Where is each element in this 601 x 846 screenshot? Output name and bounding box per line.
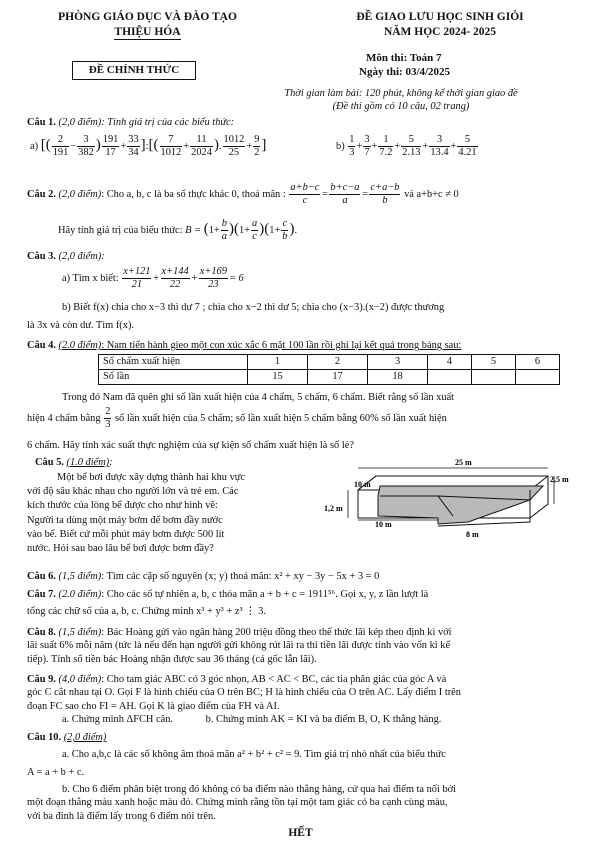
- q10-a1: a. Cho a,b,c là các số không âm thoả mãn a² + b² + c² = 9. Tìm giá trị nhỏ nhất của biểu thức: [62, 749, 446, 761]
- question-7: [27, 588, 575, 619]
- q5-line: với độ sâu khác nhau cho người lớn và trẻ em. Các: [27, 486, 239, 497]
- pages-note: (Đề thi gồm có 10 câu, 02 trang): [332, 101, 470, 112]
- q2-ask: Hãy tính giá trị của biểu thức: B = (1+ $\frac{b}{a}$ )(1+ $\frac{a}{c}$ )(1+ $\frac{c}{b}$ ).: [58, 218, 298, 242]
- exam-title-line2: NĂM HỌC 2024- 2025: [383, 25, 497, 38]
- q10-points: (2,0 điểm): [63, 732, 107, 743]
- table-row: [99, 370, 560, 385]
- table-cell: 4: [428, 355, 472, 370]
- department-line1: PHÒNG GIÁO DỤC VÀ ĐÀO TẠO: [58, 11, 237, 23]
- q3-title: Câu 3.: [27, 251, 56, 262]
- dim-length: 25 m: [455, 458, 472, 467]
- question-2: Câu 2. (2,0 điểm): Cho a, b, c là ba số thực khác 0, thoả mãn : $\frac{a+b-c}{c}$ = $\frac{b+c-a}{a}$ = $\frac{c+a-b}{b}$ và a+b+c ≠ 0: [27, 182, 459, 206]
- q9-text1: : Cho tam giác ABC có 3 góc nhọn, AB < AC < BC, các tia phân giác của góc A và: [101, 674, 447, 685]
- q1-b-label: b): [336, 140, 345, 152]
- q4-text-line3: 6 chấm. Hãy tính xác suất thực nghiệm của sự kiện số chấm xuất hiện là số lẻ?: [27, 440, 354, 451]
- q1-prompt: : Tính giá trị của các biểu thức:: [101, 117, 235, 128]
- q6-title: Câu 6.: [27, 571, 56, 582]
- table-cell: 15: [248, 370, 308, 385]
- row-label: Số chấm xuất hiện: [99, 355, 248, 370]
- q10-b2: một đoạn thẳng màu xanh hoặc màu đỏ. Chứng minh rằng tồn tại một tam giác có ba cạnh cùng màu,: [27, 797, 448, 809]
- dim-shallow: 1,2 m: [324, 504, 343, 513]
- question-5: Câu 5. (1.0 điểm):: [35, 457, 113, 468]
- q2-prompt: : Cho a, b, c là ba số thực khác 0, thoả mãn :: [101, 188, 286, 200]
- q8-points: (1,5 điểm): [58, 627, 102, 638]
- table-cell: [428, 370, 472, 385]
- q3-part-b-line2: là 3x và còn dư. Tìm f(x).: [27, 320, 135, 331]
- row-label: Số lần: [99, 370, 248, 385]
- table-cell: 1: [248, 355, 308, 370]
- dim-slope: 8 m: [466, 530, 479, 539]
- q3-points: (2,0 điểm): [58, 251, 102, 262]
- table-cell: [515, 370, 559, 385]
- q9-title: Câu 9.: [27, 674, 56, 685]
- table-cell: 5: [472, 355, 516, 370]
- q7-text2: tổng các chữ số của a, b, c. Chứng minh x³ + y³ + z³ ⋮ 3.: [27, 606, 266, 618]
- q5-line: nước. Hỏi sau bao lâu bể bơi được bơm đầy?: [27, 543, 214, 555]
- official-stamp: ĐỀ CHÍNH THỨC: [72, 61, 196, 80]
- table-cell: [472, 370, 516, 385]
- q10-b1: b. Cho 6 điểm phân biệt trong đó không có ba điểm nào thẳng hàng, cứ qua hai điểm ta nối bởi: [62, 783, 457, 795]
- q1-title: Câu 1.: [27, 117, 56, 128]
- q3-a-text: a) Tìm x biết:: [62, 272, 119, 284]
- q7-points: (2.0 điểm): [58, 589, 102, 600]
- q1-expression-b: b) $\frac{1}{3}$ + $\frac{3}{7}$ + $\frac{1}{7.2}$ + $\frac{5}{2.13}$ + $\frac{3}{13.4}$ + $\frac{5}{4.21}$: [336, 134, 477, 158]
- question-1: [27, 116, 575, 129]
- q4-prompt: : Nam tiến hành gieo một con xúc xắc 6 mặt 100 lần rồi ghi lại kết quả trong bảng sau:: [101, 340, 462, 351]
- dice-results-table: [98, 354, 560, 385]
- q4-points: (2.0 điểm): [58, 340, 102, 351]
- exam-subject: Môn thi: Toán 7: [366, 52, 442, 64]
- exam-title: [300, 10, 580, 39]
- q4-text-2b: số lần xuất hiện của 5 chấm; số lần xuất hiện 5 chấm bằng 60% số lần xuất hiện: [115, 412, 447, 424]
- q4-title: Câu 4.: [27, 340, 56, 351]
- q9-part-b: b. Chứng minh AK = KI và ba điểm B, O, K thẳng hàng.: [205, 713, 442, 725]
- q4-text-line1: Trong đó Nam đã quên ghi số lần xuất hiện của 4 chấm, 5 chấm, 6 chấm. Biết rằng số lần xuất: [62, 392, 455, 403]
- question-4: [27, 339, 461, 352]
- time-note: Thời gian làm bài: 120 phút, không kể thời gian giao đề: [284, 88, 518, 99]
- q5-line: kích thước của lòng bể được cho như hình vẽ:: [27, 500, 218, 512]
- q1-expression-a: a) [( $\frac{2}{191}$ − $\frac{3}{382}$ ) $\frac{191}{17}$ + $\frac{33}{34}$ ]:[( $\frac{7}{1012}$ + $\frac{11}{2024}$ ). $\frac{1012}{25}$ + $\frac{9}{2}$ ]: [30, 134, 267, 158]
- q2-title: Câu 2.: [27, 188, 56, 200]
- q7-text1: : Cho các số tự nhiên a, b, c thỏa mãn a + b + c = 1911⁵⁶. Gọi x, y, z lần lượt là: [101, 589, 429, 600]
- q9-part-a: a. Chứng minh ΔFCH cân.: [62, 713, 174, 725]
- q5-line: Người ta dùng một máy bơm để bơm đầy nước: [27, 514, 223, 526]
- q5-text-rest: [27, 485, 319, 556]
- question-10: [27, 731, 575, 823]
- table-cell: 2: [308, 355, 368, 370]
- table-cell: 3: [368, 355, 428, 370]
- q8-text1: : Bác Hoàng gửi vào ngân hàng 200 triệu đồng theo thể thức lãi kép theo định kì với: [101, 627, 452, 638]
- q7-title: Câu 7.: [27, 589, 56, 600]
- q10-b3: với ba đỉnh là điểm lấy trong 6 điểm nói trên.: [27, 810, 216, 822]
- department-line2: THIỆU HÓA: [114, 25, 180, 41]
- q2-condition: và a+b+c ≠ 0: [404, 188, 459, 200]
- q9-points: (4,0 điểm): [58, 674, 102, 685]
- question-6: [27, 570, 575, 583]
- q1-a-label: a): [30, 140, 39, 152]
- q2-points: (2,0 điểm): [58, 188, 102, 200]
- exam-date: Ngày thi: 03/4/2025: [359, 66, 451, 78]
- table-row: [99, 355, 560, 370]
- q10-title: Câu 10.: [27, 732, 62, 743]
- exam-title-line1: ĐỀ GIAO LƯU HỌC SINH GIỎI: [356, 11, 524, 23]
- department-name: [20, 10, 275, 40]
- dim-width: 10 m: [354, 480, 371, 489]
- end-marker: HẾT: [288, 827, 313, 839]
- dim-depth: 2,5 m: [550, 475, 569, 484]
- q5-line: vào bể. Biết cứ mỗi phút máy bơm được 500 lít: [27, 528, 225, 540]
- pool-diagram: [318, 456, 580, 548]
- q4-text-line2: hiện 4 chấm bằng $\frac{2}{3}$ số lần xuất hiện của 5 chấm; số lần xuất hiện 5 chấm bằng 60% số lần xuất hiện: [27, 406, 447, 430]
- q5-title: Câu 5.: [35, 457, 64, 468]
- q5-points: (1.0 điểm): [66, 457, 110, 468]
- q5-text: [57, 471, 245, 484]
- q1-points: (2,0 điểm): [58, 117, 102, 128]
- q6-points: (1,5 điểm): [58, 571, 102, 582]
- table-cell: 6: [515, 355, 559, 370]
- table-cell: 18: [368, 370, 428, 385]
- q2-ask-text: Hãy tính giá trị của biểu thức:: [58, 224, 183, 236]
- q3-part-a: a) Tìm x biết: $\frac{x+121}{21}$ + $\frac{x+144}{22}$ + $\frac{x+169}{23}$ = 6: [62, 266, 244, 290]
- dim-bottom: 10 m: [375, 520, 392, 529]
- q5-line: Một bể bơi được xây dựng thành hai khu vực: [57, 472, 246, 483]
- q9-text3: đoạn FC sao cho FI = AH. Gọi K là giao điểm của FH và AI.: [27, 700, 280, 712]
- q3-part-b-line1: b) Biết f(x) chia cho x−3 thì dư 7 ; chia cho x−2 thì dư 5; chia cho (x−3).(x−2) được thương: [62, 302, 445, 313]
- question-8: [27, 626, 575, 666]
- q4-text-2a: hiện 4 chấm bằng: [27, 412, 101, 424]
- q8-text3: tiếp). Tính số tiền bác Hoàng nhận được sau 36 tháng (cả gốc lẫn lãi).: [27, 653, 317, 665]
- q9-text2: góc C cắt nhau tại O. Gọi F là hình chiếu của O trên BC; H là hình chiếu của O trên AC. Lấy điểm I trên: [27, 687, 461, 699]
- question-9: [27, 673, 575, 726]
- q8-title: Câu 8.: [27, 627, 56, 638]
- table-cell: 17: [308, 370, 368, 385]
- q6-text: : Tìm các cặp số nguyên (x; y) thoả mãn: x² + xy − 3y − 5x + 3 = 0: [101, 571, 380, 582]
- q10-a2: A = a + b + c.: [27, 766, 85, 778]
- question-3: Câu 3. (2,0 điểm):: [27, 251, 105, 262]
- q8-text2: lãi suất 6% mỗi năm (tức là nếu đến hạn người gửi không rút lãi ra thì tiền lãi được tính vào vốn kì kế: [27, 640, 451, 652]
